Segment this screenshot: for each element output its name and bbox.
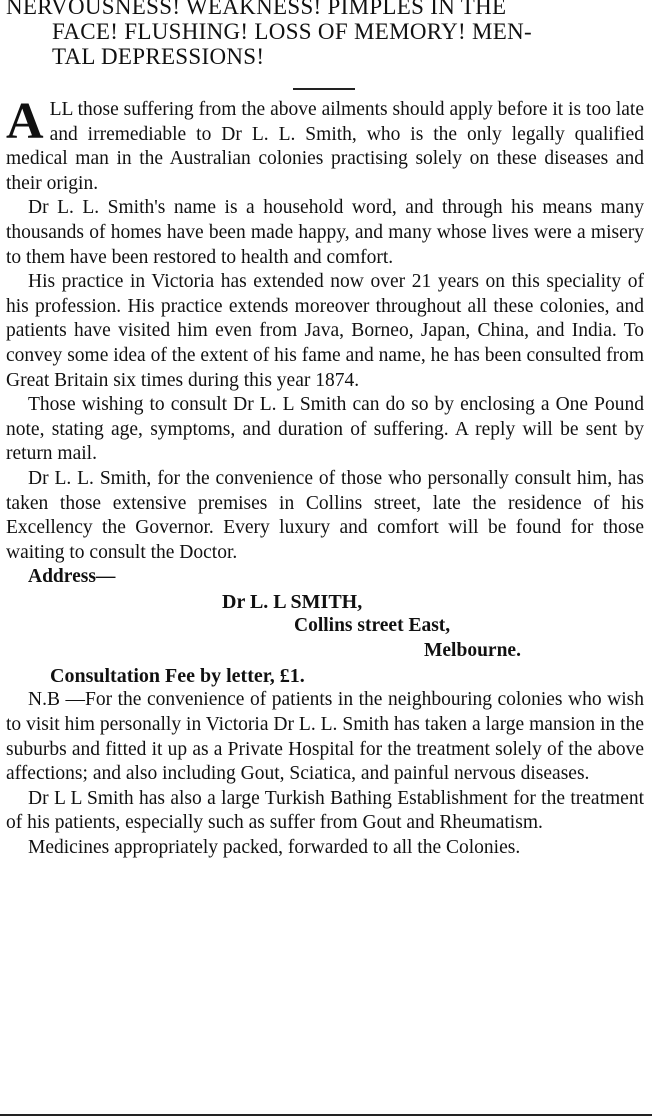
address-city: Melbourne. — [424, 639, 521, 661]
paragraph-turkish-bath: Dr L L Smith has also a large Turkish Bathing Establishment for the treatment of his patients, especially such as suffer from Gout and Rheumatism. — [6, 787, 644, 834]
address-street: Collins street East, — [294, 614, 451, 636]
headline-divider — [293, 88, 355, 90]
paragraph-premises: Dr L. L. Smith, for the convenience of those who personally consult him, has taken those extensive premises in Collins street, late the residence of his Excellency the Governor. Every luxury and comfort will be found for those waiting to consult the Doctor. — [6, 467, 644, 563]
headline-line-3: TAL DEPRESSIONS! — [52, 44, 265, 69]
intro-paragraph — [6, 93, 644, 196]
headline-line-1: NERVOUSNESS! WEAKNESS! PIMPLES IN THE — [6, 0, 507, 19]
drop-cap-letter: A — [6, 93, 44, 150]
address-name: Dr L. L SMITH, — [222, 590, 363, 613]
address-label: Address— — [28, 566, 116, 588]
address-block — [6, 590, 644, 664]
consultation-fee: Consultation Fee by letter, £1. — [50, 664, 305, 687]
paragraph-nb-hospital: N.B —For the convenience of patients in the neighbouring colonies who wish to visit him personally in Victoria Dr L. L. Smith has taken a large mansion in the suburbs and fitted it up as a Private Hospital for the treatment solely of the above affections; and also including Gout, Sciatica, and painful nervous diseases. — [6, 689, 644, 785]
paragraph-medicines: Medicines appropriately packed, forwarded to all the Colonies. — [28, 837, 521, 859]
headline-line-2: FACE! FLUSHING! LOSS OF MEMORY! MEN- — [52, 19, 532, 44]
advertisement-headline — [0, 0, 652, 69]
paragraph-consult-by-letter: Those wishing to consult Dr L. L Smith can do so by enclosing a One Pound note, stating age, symptoms, and duration of suffering. A reply will be sent by return mail. — [6, 394, 644, 465]
paragraph-practice: His practice in Victoria has extended now over 21 years on this speciality of his profession. His practice extends moreover throughout all these colonies, and patients have visited him even from Java, Borneo, Japan, China, and India. To convey some idea of the extent of his fame and name, he has been consulted from Great Britain six times during this year 1874. — [6, 271, 644, 391]
advertisement-body — [6, 93, 644, 861]
intro-text: LL those suffering from the above ailments should apply before it is too late and irremediable to Dr L. L. Smith, who is the only legally qualified medical man in the Australian colonies practising solely on these diseases and their origin. — [6, 99, 644, 194]
footer-divider — [0, 1114, 652, 1116]
paragraph-reputation: Dr L. L. Smith's name is a household word, and through his means many thousands of homes have been made happy, and many whose lives were a misery to them have been restored to health and comfort. — [6, 197, 644, 268]
